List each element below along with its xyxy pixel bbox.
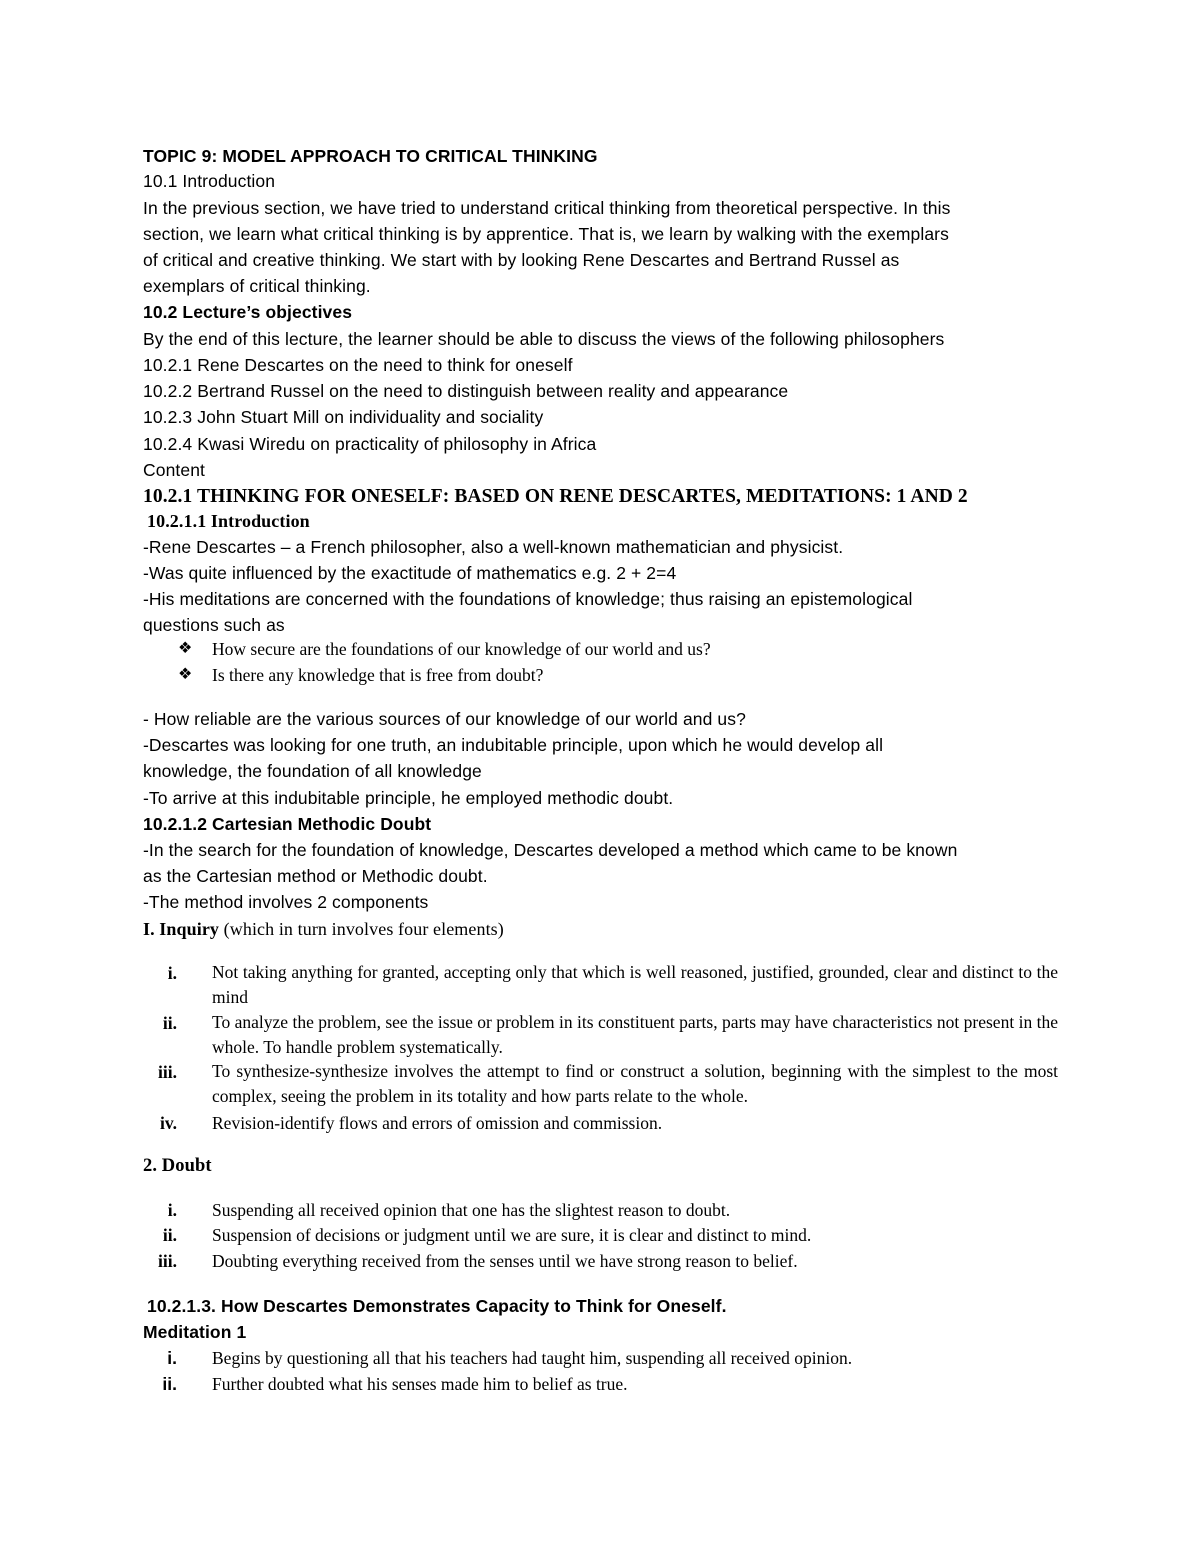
diamond-bullet-icon: ❖ <box>178 640 193 657</box>
objective-item: 10.2.1 Rene Descartes on the need to think for oneself <box>143 355 573 375</box>
question-item: Is there any knowledge that is free from doubt? <box>212 665 544 685</box>
list-number: ii. <box>162 1225 177 1245</box>
after-point: knowledge, the foundation of all knowledge <box>143 761 482 781</box>
objectives-lead: By the end of this lecture, the learner should be able to discuss the views of the following philosophers <box>143 329 945 349</box>
method-point: -The method involves 2 components <box>143 892 429 912</box>
subsection-intro-heading: 10.2.1.1 Introduction <box>147 511 310 531</box>
after-point: - How reliable are the various sources of our knowledge of our world and us? <box>143 709 746 729</box>
doubt-item: Suspending all received opinion that one has the slightest reason to doubt. <box>212 1200 731 1220</box>
inquiry-note: (which in turn involves four elements) <box>219 919 504 939</box>
intro-line: of critical and creative thinking. We start with by looking Rene Descartes and Bertrand Russel as <box>143 250 900 270</box>
content-label: Content <box>143 460 205 480</box>
intro-line: section, we learn what critical thinking is by apprentice. That is, we learn by walking with the exemplars <box>143 224 949 244</box>
inquiry-item: Revision-identify flows and errors of omission and commission. <box>212 1113 663 1133</box>
list-number: ii. <box>162 1013 177 1033</box>
list-number: ii. <box>162 1374 177 1394</box>
list-number: iii. <box>158 1251 177 1271</box>
inquiry-item: Not taking anything for granted, accepting only that which is well reasoned, justified, grounded, clear and distinct to the mind <box>212 962 1058 1007</box>
inquiry-item: To analyze the problem, see the issue or problem in its constituent parts, parts may have characteristics not present in the whole. To handle problem systematically. <box>212 1012 1058 1057</box>
intro-point: -Rene Descartes – a French philosopher, also a well-known mathematician and physicist. <box>143 537 844 557</box>
objectives-heading: 10.2 Lecture’s objectives <box>143 302 353 322</box>
subsection-method-heading: 10.2.1.2 Cartesian Methodic Doubt <box>143 814 432 834</box>
list-number: i. <box>167 963 177 983</box>
document-title: TOPIC 9: MODEL APPROACH TO CRITICAL THINKING <box>143 146 598 166</box>
objective-item: 10.2.4 Kwasi Wiredu on practicality of philosophy in Africa <box>143 434 597 454</box>
meditation-label: Meditation 1 <box>143 1322 247 1342</box>
meditation-item: Further doubted what his senses made him to belief as true. <box>212 1374 628 1394</box>
meditation-item: Begins by questioning all that his teachers had taught him, suspending all received opinion. <box>212 1348 853 1368</box>
inquiry-line <box>143 916 504 942</box>
diamond-bullet-icon: ❖ <box>178 666 193 683</box>
method-point: -In the search for the foundation of knowledge, Descartes developed a method which came to be known <box>143 840 958 860</box>
objective-item: 10.2.2 Bertrand Russel on the need to distinguish between reality and appearance <box>143 381 789 401</box>
objective-item: 10.2.3 John Stuart Mill on individuality and sociality <box>143 407 544 427</box>
inquiry-label: I. Inquiry <box>143 919 220 939</box>
intro-heading: 10.1 Introduction <box>143 171 276 191</box>
after-point: -Descartes was looking for one truth, an indubitable principle, upon which he would develop all <box>143 735 884 755</box>
after-point: -To arrive at this indubitable principle, he employed methodic doubt. <box>143 788 674 808</box>
question-item: How secure are the foundations of our knowledge of our world and us? <box>212 639 711 659</box>
subsection-demo-heading: 10.2.1.3. How Descartes Demonstrates Capacity to Think for Oneself. <box>147 1296 727 1316</box>
doubt-item: Suspension of decisions or judgment until we are sure, it is clear and distinct to mind. <box>212 1225 812 1245</box>
intro-line: In the previous section, we have tried to understand critical thinking from theoretical perspective. In this <box>143 198 951 218</box>
intro-point: questions such as <box>143 615 285 635</box>
inquiry-item: To synthesize-synthesize involves the attempt to find or construct a solution, beginning with the simplest to the most complex, seeing the problem in its totality and how parts relate to the whole. <box>212 1061 1058 1106</box>
list-number: iii. <box>158 1062 177 1082</box>
list-number: i. <box>167 1348 177 1368</box>
doubt-label: 2. Doubt <box>143 1156 212 1176</box>
intro-point: -Was quite influenced by the exactitude of mathematics e.g. 2 + 2=4 <box>143 563 677 583</box>
section-heading: 10.2.1 THINKING FOR ONESELF: BASED ON RENE DESCARTES, MEDITATIONS: 1 AND 2 <box>143 486 968 507</box>
intro-line: exemplars of critical thinking. <box>143 276 371 296</box>
method-point: as the Cartesian method or Methodic doubt. <box>143 866 488 886</box>
intro-point: -His meditations are concerned with the foundations of knowledge; thus raising an epistemological <box>143 589 913 609</box>
list-number: iv. <box>159 1113 177 1133</box>
doubt-item: Doubting everything received from the senses until we have strong reason to belief. <box>212 1251 798 1271</box>
list-number: i. <box>167 1200 177 1220</box>
